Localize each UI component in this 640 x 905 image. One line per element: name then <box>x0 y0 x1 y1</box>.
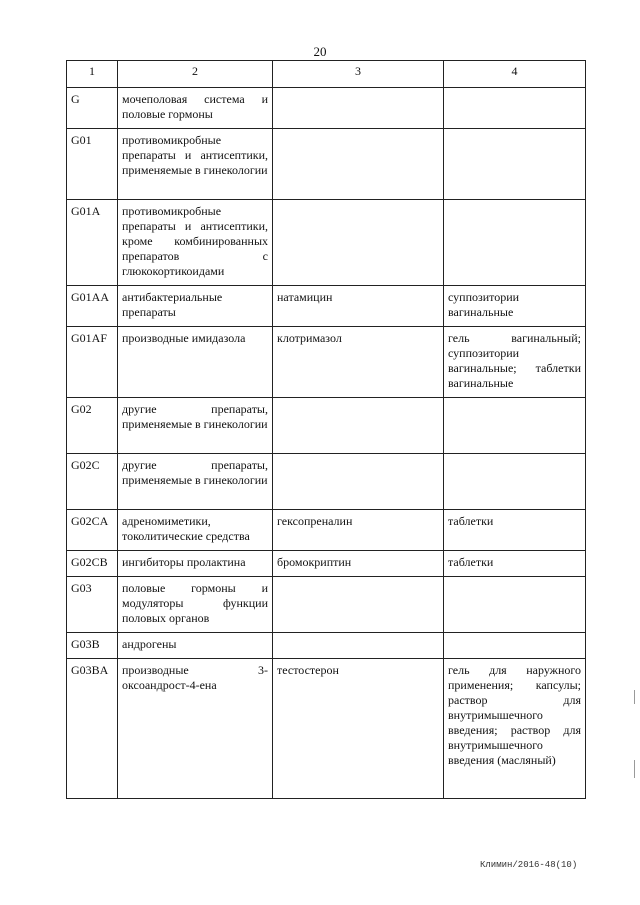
drug-name: гексопреналин <box>273 510 444 551</box>
page-number: 20 <box>313 44 327 59</box>
atc-code: G01A <box>67 200 118 286</box>
group-name: производные имидазола <box>118 327 273 398</box>
dosage-form: таблетки <box>444 551 586 577</box>
drug-name: клотримазол <box>273 327 444 398</box>
dosage-form: суппозитории вагинальные <box>444 286 586 327</box>
atc-code: G03BA <box>67 659 118 799</box>
table-row <box>67 454 586 510</box>
footer-stamp: Климин/2016-48(10) <box>480 860 578 870</box>
table-row <box>67 398 586 454</box>
table-row <box>67 510 586 551</box>
dosage-form <box>444 398 586 454</box>
table-row <box>67 327 586 398</box>
group-name: противомикробные препараты и антисептики, кроме комбинированных препаратов с глюкокортикоидами <box>118 200 273 286</box>
atc-code: G02 <box>67 398 118 454</box>
dosage-form: гель для наружного применения; капсулы; раствор для внутримышечного введения; раствор для внутримышечного введения (масляный) <box>444 659 586 799</box>
column-header-3: 3 <box>273 61 444 88</box>
drug-name <box>273 200 444 286</box>
dosage-form <box>444 129 586 200</box>
table-header-row <box>67 61 586 88</box>
group-name: половые гормоны и модуляторы функции половых органов <box>118 577 273 633</box>
drug-name: тестостерон <box>273 659 444 799</box>
group-name: андрогены <box>118 633 273 659</box>
drug-name <box>273 398 444 454</box>
group-name: мочеполовая система и половые гормоны <box>118 88 273 129</box>
atc-code: G <box>67 88 118 129</box>
drug-name <box>273 88 444 129</box>
drug-name <box>273 577 444 633</box>
atc-code: G01AA <box>67 286 118 327</box>
column-header-1: 1 <box>67 61 118 88</box>
column-header-2: 2 <box>118 61 273 88</box>
table-row <box>67 129 586 200</box>
table-row <box>67 659 586 799</box>
drug-name <box>273 129 444 200</box>
drug-name <box>273 633 444 659</box>
dosage-form <box>444 633 586 659</box>
group-name: другие препараты, применяемые в гинекологии <box>118 398 273 454</box>
drug-name: натамицин <box>273 286 444 327</box>
table-row <box>67 200 586 286</box>
atc-code: G03 <box>67 577 118 633</box>
dosage-form <box>444 454 586 510</box>
table-row <box>67 88 586 129</box>
margin-mark <box>634 690 635 704</box>
group-name: антибактериальные препараты <box>118 286 273 327</box>
table-row <box>67 551 586 577</box>
table-row <box>67 577 586 633</box>
table-row <box>67 633 586 659</box>
group-name: ингибиторы пролактина <box>118 551 273 577</box>
drug-name: бромокриптин <box>273 551 444 577</box>
drug-classification-table <box>66 60 586 799</box>
group-name: адреномиметики, токолитические средства <box>118 510 273 551</box>
atc-code: G03B <box>67 633 118 659</box>
dosage-form <box>444 200 586 286</box>
dosage-form <box>444 577 586 633</box>
table-row <box>67 286 586 327</box>
column-header-4: 4 <box>444 61 586 88</box>
dosage-form: таблетки <box>444 510 586 551</box>
group-name: производные 3-оксоандрост-4-ена <box>118 659 273 799</box>
dosage-form: гель вагинальный; суппозитории вагинальные; таблетки вагинальные <box>444 327 586 398</box>
atc-code: G02C <box>67 454 118 510</box>
atc-code: G01 <box>67 129 118 200</box>
atc-code: G02CB <box>67 551 118 577</box>
margin-mark <box>634 760 635 778</box>
atc-code: G01AF <box>67 327 118 398</box>
drug-name <box>273 454 444 510</box>
group-name: противомикробные препараты и антисептики, применяемые в гинекологии <box>118 129 273 200</box>
dosage-form <box>444 88 586 129</box>
atc-code: G02CA <box>67 510 118 551</box>
group-name: другие препараты, применяемые в гинекологии <box>118 454 273 510</box>
